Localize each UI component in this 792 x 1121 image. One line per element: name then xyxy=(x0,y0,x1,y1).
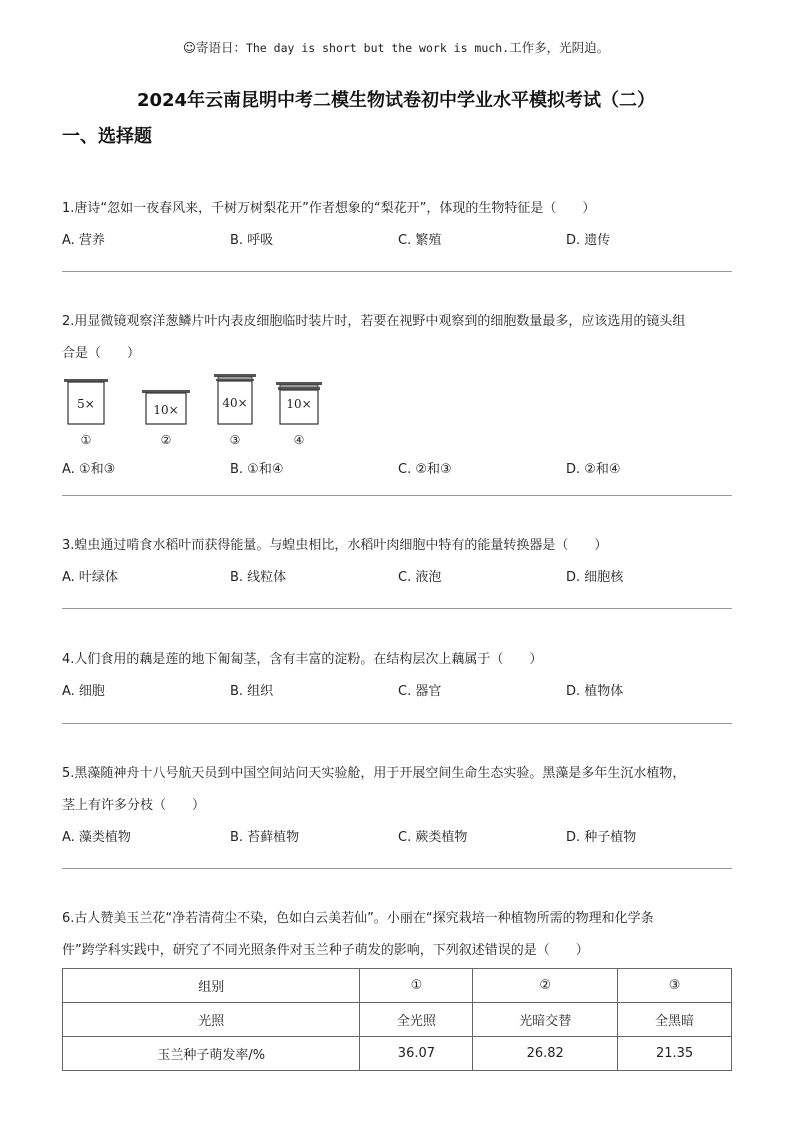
lens-4-mag: 10× xyxy=(286,397,312,411)
section-heading: 一、选择题 xyxy=(62,126,152,147)
motto-english: The day is short but the work is much. xyxy=(245,41,510,55)
question-3 xyxy=(62,530,732,586)
question-stem-line-1: 2.用显微镜观察洋葱鳞片叶内表皮细胞临时装片时，若要在视野中观察到的细胞数量最多，应该选用的镜头组 xyxy=(62,314,686,329)
divider xyxy=(62,608,732,609)
lens-3-objective xyxy=(214,374,256,447)
lens-1-mag: 5× xyxy=(77,397,95,411)
lens-diagram xyxy=(62,374,342,454)
question-stem-line-1: 6.古人赞美玉兰花“净若清荷尘不染，色如白云美若仙”。小丽在“探究栽培一种植物所需的物理和化学条 xyxy=(62,911,654,926)
data-table xyxy=(62,968,732,1071)
option-row xyxy=(62,566,732,586)
question-5 xyxy=(62,758,732,846)
option-row xyxy=(62,458,732,478)
option-row xyxy=(62,680,732,700)
option-b: B. 苔藓植物 xyxy=(230,830,300,845)
question-4 xyxy=(62,644,732,700)
table-cell: 玉兰种子萌发率/% xyxy=(63,1037,360,1071)
motto-line xyxy=(0,38,792,56)
table-cell: ② xyxy=(473,969,618,1003)
option-a: A. 细胞 xyxy=(62,684,105,699)
lens-3-mag: 40× xyxy=(222,396,248,410)
divider xyxy=(62,868,732,869)
table-cell: 36.07 xyxy=(360,1037,473,1071)
table-cell: 组别 xyxy=(63,969,360,1003)
smiley-icon: ☺ xyxy=(182,40,196,55)
question-stem-line-2: 件”跨学科实践中，研究了不同光照条件对玉兰种子萌发的影响，下列叙述错误的是（ ） xyxy=(62,943,589,958)
divider xyxy=(62,271,732,272)
option-c: C. 液泡 xyxy=(398,570,442,585)
table-row xyxy=(63,1003,732,1037)
table-cell: 21.35 xyxy=(618,1037,732,1071)
option-b: B. 线粒体 xyxy=(230,570,287,585)
table-cell: 光暗交替 xyxy=(473,1003,618,1037)
option-d: D. 种子植物 xyxy=(566,830,637,845)
table-cell: 光照 xyxy=(63,1003,360,1037)
table-cell: 26.82 xyxy=(473,1037,618,1071)
question-2 xyxy=(62,306,732,370)
option-row xyxy=(62,229,732,249)
option-c: C. 蕨类植物 xyxy=(398,830,468,845)
table-cell: 全黑暗 xyxy=(618,1003,732,1037)
question-stem-line-2: 合是（ ） xyxy=(62,346,141,361)
lens-1-num: ① xyxy=(80,433,92,447)
lens-2-mag: 10× xyxy=(153,403,179,417)
lens-3-num: ③ xyxy=(229,433,241,447)
option-a: A. 藻类植物 xyxy=(62,830,131,845)
option-c: C. ②和③ xyxy=(398,462,452,477)
option-a: A. 叶绿体 xyxy=(62,570,118,585)
question-2-options xyxy=(62,454,732,478)
option-d: D. 细胞核 xyxy=(566,570,624,585)
option-row xyxy=(62,826,732,846)
question-stem: 3.蝗虫通过啃食水稻叶而获得能量。与蝗虫相比，水稻叶肉细胞中特有的能量转换器是（ ） xyxy=(62,538,608,553)
question-stem-line-2: 茎上有许多分枝（ ） xyxy=(62,798,206,813)
lens-4-num: ④ xyxy=(293,433,305,447)
option-c: C. 器官 xyxy=(398,684,442,699)
divider xyxy=(62,723,732,724)
motto-prefix: 寄语日： xyxy=(195,40,246,55)
page-title: 2024年云南昆明中考二模生物试卷初中学业水平模拟考试（二） xyxy=(136,90,656,111)
option-b: B. ①和④ xyxy=(230,462,284,477)
lens-1-eyepiece xyxy=(64,379,108,447)
option-b: B. 呼吸 xyxy=(230,233,274,248)
option-d: D. 植物体 xyxy=(566,684,624,699)
table-cell: ① xyxy=(360,969,473,1003)
lens-2-num: ② xyxy=(160,433,172,447)
option-a: A. 营养 xyxy=(62,233,105,248)
table-cell: 全光照 xyxy=(360,1003,473,1037)
question-1 xyxy=(62,193,732,249)
lens-4-objective xyxy=(276,382,322,447)
option-c: C. 繁殖 xyxy=(398,233,442,248)
question-stem: 1.唐诗“忽如一夜春风来，千树万树梨花开”作者想象的“梨花开”，体现的生物特征是（ ） xyxy=(62,201,596,216)
table-cell: ③ xyxy=(618,969,732,1003)
question-stem: 4.人们食用的藕是莲的地下匍匐茎，含有丰富的淀粉。在结构层次上藕属于（ ） xyxy=(62,652,543,667)
divider xyxy=(62,495,732,496)
option-d: D. ②和④ xyxy=(566,462,621,477)
question-stem-line-1: 5.黑藻随神舟十八号航天员到中国空间站问天实验舱，用于开展空间生命生态实验。黑藻是多年生沉水植物， xyxy=(62,766,686,781)
option-d: D. 遗传 xyxy=(566,233,611,248)
option-a: A. ①和③ xyxy=(62,462,116,477)
option-b: B. 组织 xyxy=(230,684,274,699)
motto-chinese: 工作多，光阴迫。 xyxy=(509,40,610,55)
lens-2-eyepiece xyxy=(142,390,190,447)
question-6 xyxy=(62,903,732,967)
table-row xyxy=(63,1037,732,1071)
table-row xyxy=(63,969,732,1003)
